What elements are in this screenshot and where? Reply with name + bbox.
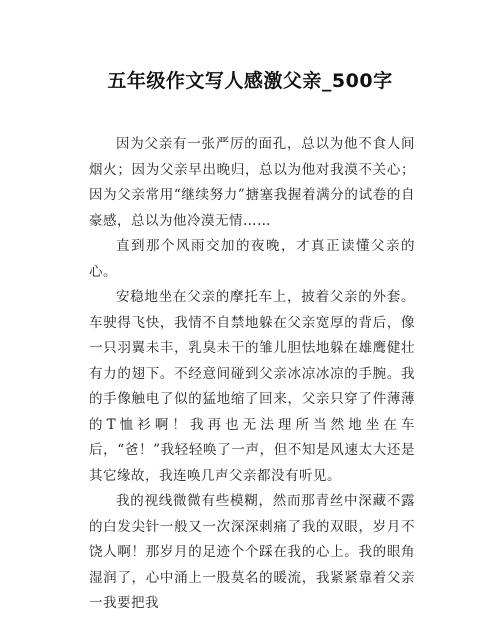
paragraph-2: 直到那个风雨交加的夜晚，才真正读懂父亲的心。 [89,238,415,280]
paragraph-3: 安稳地坐在父亲的摩托车上，披着父亲的外套。车驶得飞快，我情不自禁地躲在父亲宽厚的背后，像一只羽翼未丰，乳臭未干的雏儿胆怯地躲在雄鹰健壮有力的翅下。不经意间碰到父亲冰凉冰凉的手腕。我的手像触电了似的猛地缩了回来，父亲只穿了件薄薄的T恤衫啊！我再也无法理所当然地坐在车后，“爸！”我轻轻唤了一声，但不知是风速太大还是其它缘故，我连唤几声父亲都没有听见。 [89,289,415,484]
paragraph-4: 我的视线微微有些模糊，然而那青丝中深藏不露的白发尖针一般又一次深深刺痛了我的双眼，岁月不饶人啊！那岁月的足迹个个踩在我的心上。我的眼角湿润了，心中涌上一股莫名的暖流，我紧紧靠着父亲一我要把我 [89,493,415,611]
document-title: 五年级作文写人感激父亲_500字 [107,70,393,92]
document-body [89,132,415,617]
paragraph-1: 因为父亲有一张严厉的面孔，总以为他不食人间烟火；因为父亲早出晚归，总以为他对我漠不关心；因为父亲常用“继续努力”搪塞我握着满分的试卷的自豪感，总以为他冷漠无情…… [89,136,415,229]
